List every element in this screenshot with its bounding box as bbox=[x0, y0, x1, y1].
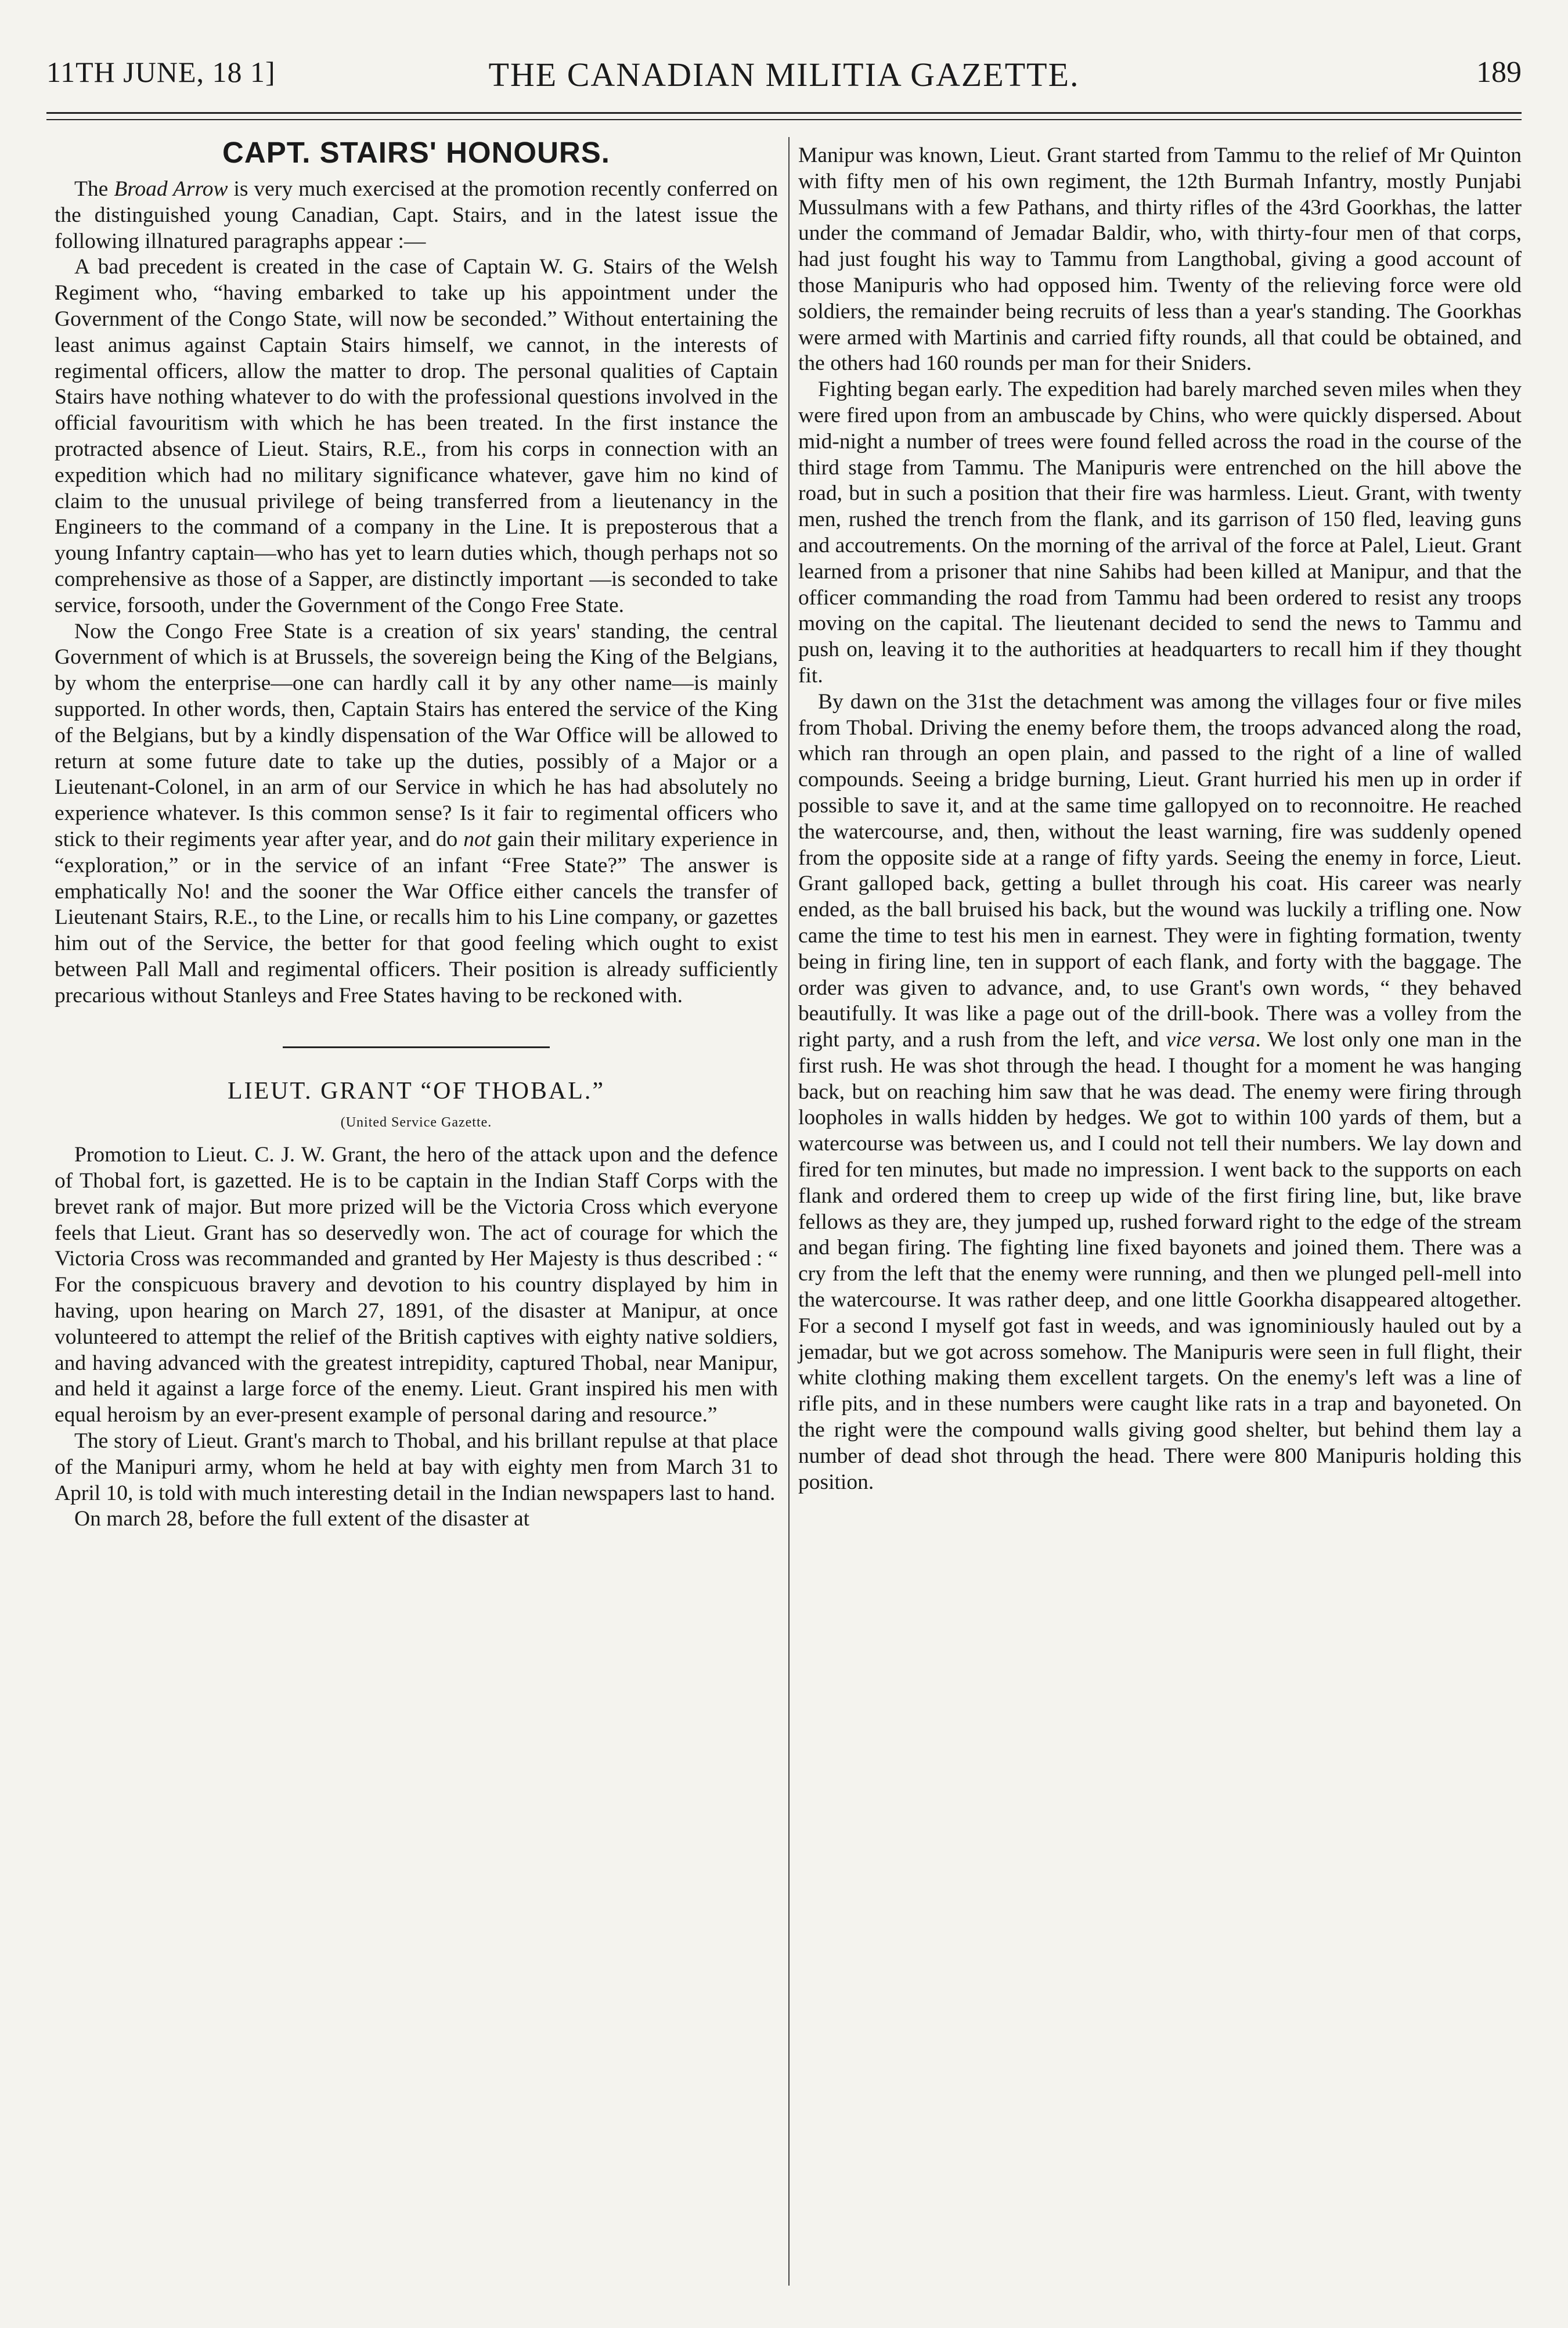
issue-date: 11TH JUNE, 18 1] bbox=[46, 56, 276, 88]
publication-title: THE CANADIAN MILITIA GAZETTE. bbox=[488, 56, 1080, 93]
column-divider bbox=[788, 137, 790, 2286]
article-paragraph bbox=[798, 689, 1522, 1496]
article-headline-grant: LIEUT. GRANT “OF THOBAL.” bbox=[227, 1077, 605, 1104]
header-rule-bottom bbox=[46, 119, 1522, 120]
text-run: Now the Congo Free State is a creation of six years' standing, the central Government of which is at Brussels, the sovereign being the King of the Belgians, by whom the enterprise—one can hardly call it by any other name—is mainly supported. In other words, then, Captain Stairs has entered the service of the King of the Belgians, but by a kindly dispensation of the War Office will be allowed to return at some future date to take up the duties, possibly of a Major or a Lieutenant-Colonel, in an arm of our Service in which he has had absolutely no experience whatever. Is this common sense? Is it fair to regimental officers who stick to their regiments year after year, and do bbox=[55, 619, 778, 851]
article-paragraph bbox=[55, 177, 778, 254]
article-paragraph: The story of Lieut. Grant's march to Thobal, and his brillant repulse at that place of the Manipuri army, whom he held at bay with eighty men from March 31 to April 10, is told with much interesting detail in the Indian newspapers last to hand. bbox=[55, 1429, 778, 1505]
source-credit: (United Service Gazette. bbox=[340, 1114, 492, 1130]
article-paragraph: Manipur was known, Lieut. Grant started from Tammu to the relief of Mr Quinton with fifty men of his own regiment, the 12th Burmah Infantry, mostly Punjabi Mussulmans with a few Pathans, and thirty rifles of the 43rd Goorkhas, the latter under the command of Jemadar Baldir, who, with thirty-four men of that corps, had just fought his way to Tammu from Langthobal, giving a good account of those Manipuris who had opposed him. Twenty of the relieving force were old soldiers, the remainder being recruits of less than a year's standing. The Goorkhas were armed with Martinis and carried fifty rounds, all that could be obtained, and the others had 160 rounds per man for their Sniders. bbox=[798, 143, 1522, 376]
article-paragraph: A bad precedent is created in the case of Captain W. G. Stairs of the Welsh Regiment who, “having embarked to take up his appointment under the Government of the Congo State, will now be seconded.” Without entertaining the least animus against Captain Stairs himself, we cannot, in the interests of regimental officers, allow the matter to drop. The personal qualities of Captain Stairs have nothing whatever to do with the professional questions involved in the official favouritism with which he has been treated. In the first instance the protracted absence of Lieut. Stairs, R.E., from his corps in connection with an expedition which had no military significance whatever, gave him no kind of claim to the unusual privilege of being transferred from a lieutenancy in the Engineers to the command of a company in the Line. It is preposterous that a young Infantry captain—who has yet to learn duties which, though perhaps not so comprehensive as those of a Sapper, are distinctly important —is seconded to take service, forsooth, under the Government of the Congo Free State. bbox=[55, 255, 778, 617]
emphasis: vice versa bbox=[1166, 1028, 1256, 1052]
header-rule-top bbox=[46, 112, 1522, 114]
right-column bbox=[798, 143, 1522, 1495]
text-run: . We lost only one man in the first rush. He was shot through the head. I thought for a moment he was hanging back, but on reaching him saw that he was dead. The enemy were firing through loopholes in walls hidden by hedges. We got to within 100 yards of them, but a watercourse was between us, and I could not tell their numbers. We lay down and fired for ten minutes, but made no impression. I went back to the supports on each flank and ordered them to creep up wide of the first firing line, but, like brave fellows as they are, they jumped up, rushed forward right to the edge of the stream and began firing. The fighting line fixed bayonets and joined them. There was a cry from the left that the enemy were running, and then we plunged pell-mell into the watercourse. It was rather deep, and one little Goorkha disappeared altogether. For a second I myself got fast in weeds, and was ignominiously hauled out by a jemadar, but we got across somehow. The Manipuris were seen in full flight, their white clothing making them excellent targets. On the enemy's left was a line of rifle pits, and in these numbers were caught like rats in a trap and bayoneted. On the right were the compound walls giving good shelter, but behind them lay a number of dead shot through the head. There were 800 Manipuris holding this position. bbox=[798, 1028, 1522, 1494]
page-number: 189 bbox=[1476, 56, 1522, 89]
text-run: By dawn on the 31st the detachment was among the villages four or five miles from Thobal. Driving the enemy before them, the troops advanced along the road, which ran through an open plain, and passed to the right of a line of walled compounds. Seeing a bridge burning, Lieut. Grant hurried his men up in order if possible to save it, and at the same time gallopyed on to reconnoitre. He reached the watercourse, and, then, without the least warning, fire was suddenly opened from the opposite side at a range of fifty yards. Seeing the enemy in force, Lieut. Grant galloped back, getting a bullet through his coat. His career was nearly ended, as the ball bruised his back, but the wound was luckily a trifling one. Now came the time to test his men in earnest. They were in fighting formation, twenty being in firing line, ten in support of each flank, and forty with the baggage. The order was given to advance, and, to use Grant's own words, “ they behaved beautifully. It was like a page out of the drill-book. There was a volley from the right party, and a rush from the left, and bbox=[798, 689, 1522, 1052]
article-headline-stairs: CAPT. STAIRS' HONOURS. bbox=[222, 136, 610, 169]
text-run: is very much exercised at the promotion recently conferred on the distinguished young Canadian, Capt. Stairs, and in the latest issue the following illnatured paragraphs appear :— bbox=[55, 177, 778, 253]
article-paragraph: On march 28, before the full extent of the disaster at bbox=[74, 1507, 530, 1531]
page-header bbox=[46, 55, 1522, 102]
article-paragraph: Promotion to Lieut. C. J. W. Grant, the hero of the attack upon and the defence of Thobal fort, is gazetted. He is to be captain in the Indian Staff Corps with the brevet rank of major. But more prized will be the Victoria Cross which everyone feels that Lieut. Grant has so deservedly won. The act of courage for which the Victoria Cross was recommanded and granted by Her Majesty is thus described : “ For the conspicuous bravery and devotion to his country displayed by him in having, upon hearing on March 27, 1891, of the disaster at Manipur, at once volunteered to attempt the relief of the British captives with eighty native soldiers, and having advanced with the greatest intrepidity, captured Thobal, near Manipur, and held it against a large force of the enemy. Lieut. Grant inspired his men with equal heroism by an ever-present example of personal daring and resource.” bbox=[55, 1143, 778, 1427]
article-separator bbox=[283, 1046, 550, 1048]
text-run: The bbox=[74, 177, 114, 201]
left-column bbox=[55, 135, 778, 1532]
publication-name: Broad Arrow bbox=[114, 177, 228, 201]
emphasis: not bbox=[463, 827, 492, 851]
article-paragraph bbox=[55, 619, 778, 1009]
text-run: gain their military experience in “exploration,” or in the service of an infant “Free State?” The answer is emphatically No! and the sooner the War Office either cancels the transfer of Lieutenant Stairs, R.E., to the Line, or recalls him to his Line company, or gazettes him out of the Service, the better for that good feeling which ought to exist between Pall Mall and regimental officers. Their position is already sufficiently precarious without Stanleys and Free States having to be reckoned with. bbox=[55, 827, 778, 1008]
article-paragraph: Fighting began early. The expedition had barely marched seven miles when they were fired upon from an ambuscade by Chins, who were quickly dispersed. About mid-night a number of trees were found felled across the road in the course of the third stage from Tammu. The Manipuris were entrenched on the hill above the road, but in such a position that their fire was harmless. Lieut. Grant, with twenty men, rushed the trench from the flank, and its garrison of 150 fled, leaving guns and accoutrements. On the morning of the arrival of the force at Palel, Lieut. Grant learned from a prisoner that nine Sahibs had been killed at Manipur, and that the officer commanding the road from Tammu had been ordered to resist any troops moving on the capital. The lieutenant decided to send the news to Tammu and push on, leaving it to the authorities at headquarters to recall him if they thought fit. bbox=[798, 377, 1522, 688]
